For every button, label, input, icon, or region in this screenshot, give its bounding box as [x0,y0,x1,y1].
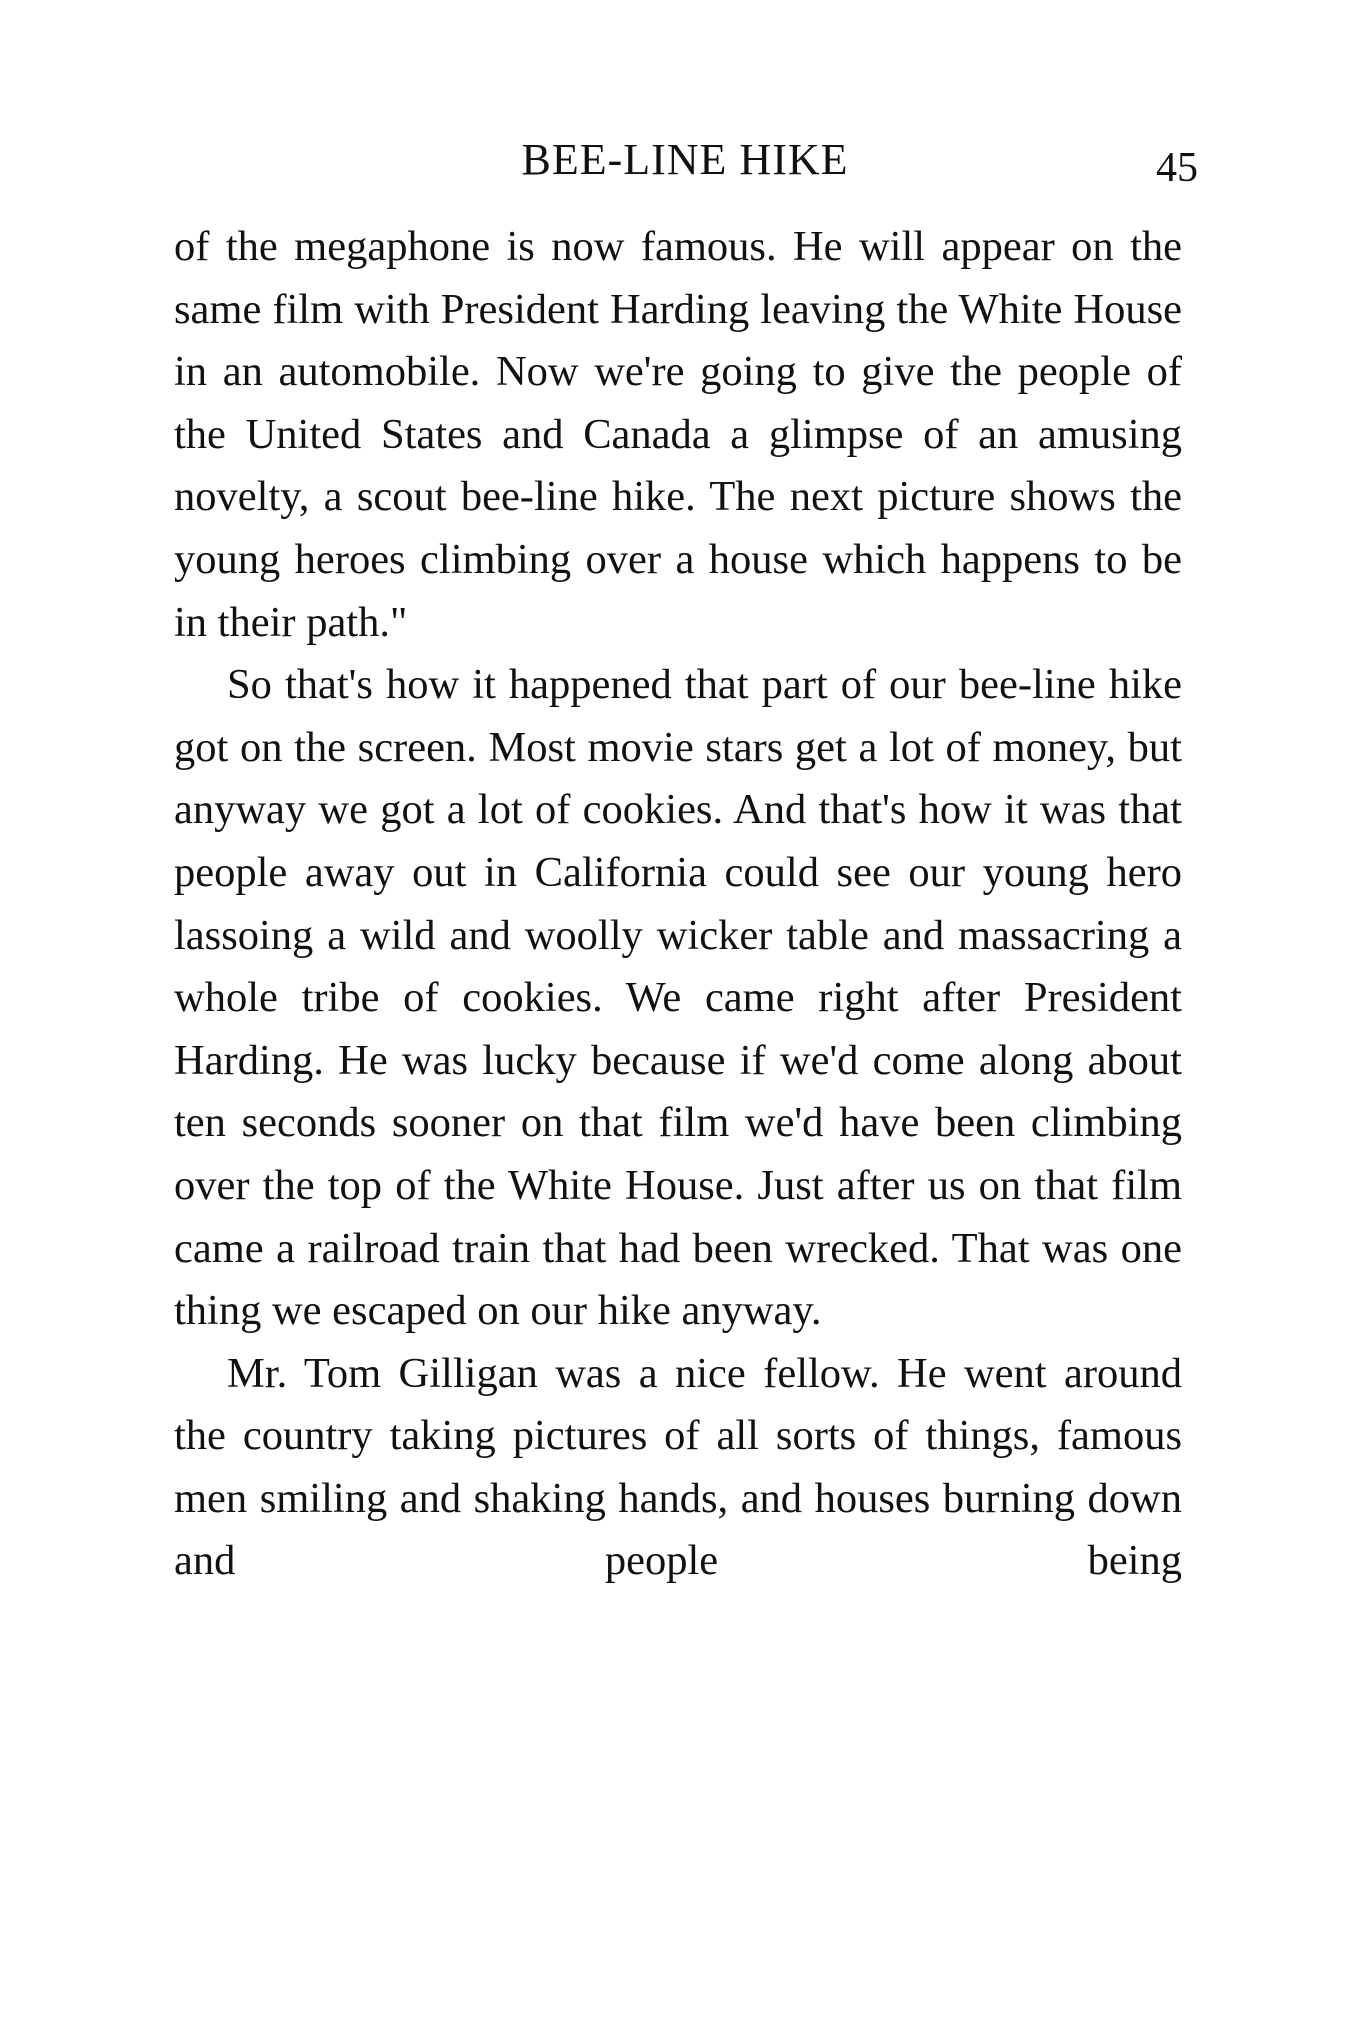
paragraph-continuation: of the megaphone is now famous. He will appear on the same film with President Harding leaving the White House in an automobile. Now we're going to give the people of the United States and Canada a glimpse of an amusing novelty, a scout bee-line hike. The next picture shows the young heroes climbing over a house which happens to be in their path." [174,223,1182,646]
page-number: 45 [1156,145,1198,191]
running-title: BEE-LINE HIKE [521,135,849,184]
paragraph: So that's how it happened that part of our bee-line hike got on the screen. Most movie stars get a lot of money, but anyway we got a lot of cookies. And that's how it was that people away out in California could see our young hero lassoing a wild and woolly wicker table and massacring a whole tribe of cookies. We came right after President Harding. He was lucky because if we'd come along about ten seconds sooner on that film we'd have been climbing over the top of the White House. Just after us on that film came a railroad train that had been wrecked. That was one thing we escaped on our hike anyway. [174,661,1182,1335]
body-text [174,216,1182,1593]
page-header [170,128,1200,192]
paragraph: Mr. Tom Gilligan was a nice fellow. He went around the country taking pictures of all sorts of things, famous men smiling and shaking hands, and houses burning down and people being [174,1349,1182,1585]
